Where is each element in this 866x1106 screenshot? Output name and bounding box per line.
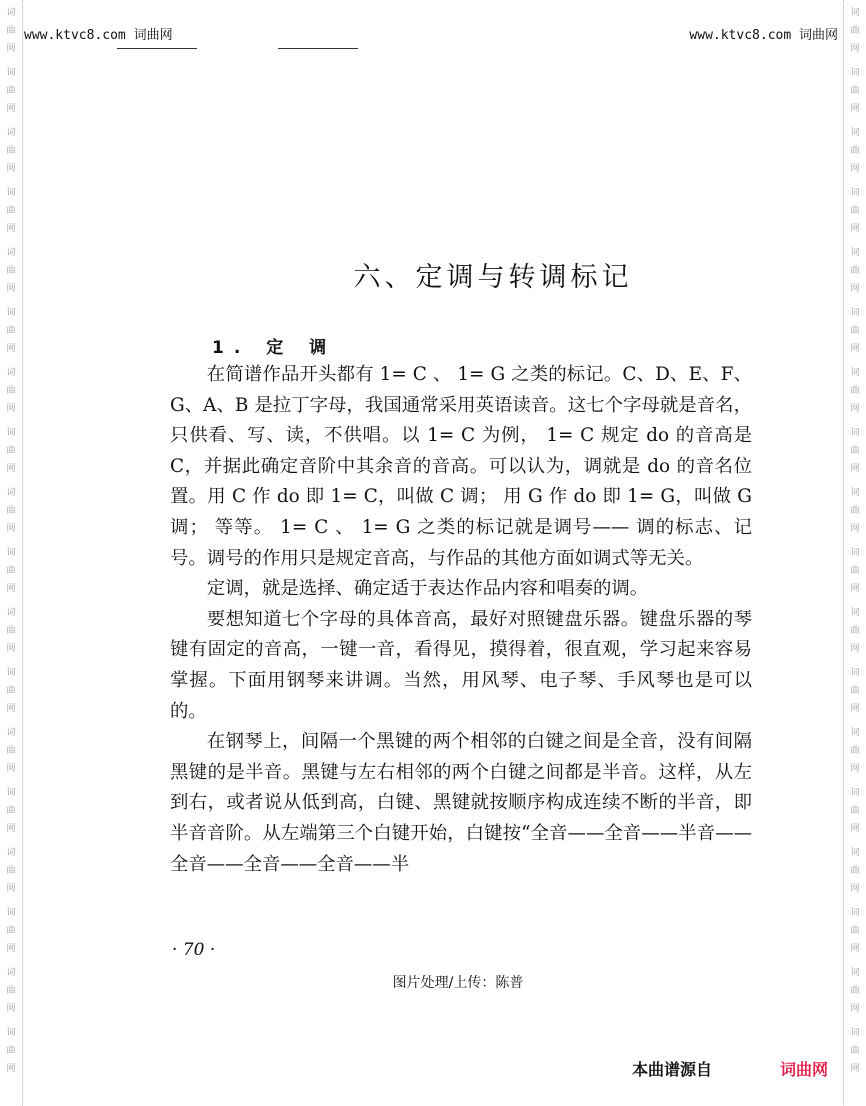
watermark-char: 曲: [6, 26, 16, 36]
watermark-group: [6, 840, 15, 900]
watermark-char: 网: [6, 104, 16, 114]
watermark-char: 曲: [850, 746, 860, 756]
watermark-char: 词: [850, 668, 860, 678]
watermark-char: 词: [850, 248, 860, 258]
watermark-char: 词: [6, 308, 16, 318]
watermark-group: [6, 900, 15, 960]
paragraph: 定调，就是选择、确定适于表达作品内容和唱奏的调。: [206, 578, 649, 600]
watermark-char: 网: [850, 764, 860, 774]
page-number: · 70 ·: [172, 940, 216, 960]
watermark-char: 词: [850, 788, 860, 798]
watermark-group: [6, 1020, 15, 1080]
watermark-char: 网: [850, 824, 860, 834]
watermark-char: 网: [850, 224, 860, 234]
watermark-char: 曲: [850, 326, 860, 336]
watermark-group: [6, 60, 15, 120]
header-rule: [278, 48, 358, 49]
watermark-char: 词: [850, 368, 860, 378]
chapter-title: 六、定调与转调标记: [353, 262, 633, 293]
watermark-group: [850, 420, 859, 480]
watermark-char: 词: [6, 1028, 16, 1038]
watermark-char: 曲: [6, 986, 16, 996]
watermark-char: 词: [850, 308, 860, 318]
watermark-char: 网: [850, 464, 860, 474]
watermark-char: 网: [6, 464, 16, 474]
watermark-group: [850, 0, 859, 60]
watermark-char: 曲: [850, 926, 860, 936]
watermark-char: 曲: [850, 806, 860, 816]
watermark-char: 词: [6, 488, 16, 498]
watermark-char: 曲: [850, 506, 860, 516]
watermark-char: 网: [6, 44, 16, 54]
watermark-group: [6, 720, 15, 780]
watermark-char: 词: [850, 968, 860, 978]
watermark-char: 曲: [850, 206, 860, 216]
watermark-char: 网: [6, 1004, 16, 1014]
watermark-char: 词: [6, 8, 16, 18]
watermark-char: 词: [850, 128, 860, 138]
watermark-char: 网: [850, 44, 860, 54]
watermark-char: 词: [6, 788, 16, 798]
right-watermark-strip: [843, 0, 866, 1106]
watermark-char: 词: [850, 908, 860, 918]
watermark-char: 词: [6, 548, 16, 558]
paragraph: 在简谱作品开头都有 1= C 、 1= G 之类的标记。C、D、E、F、G、A、B 是拉丁字母，我国通常采用英语读音。这七个字母就是音名，只供看、写、读，不供唱。以 1= C 为例， 1= C 规定 do 的音高是 C，并据此确定音阶中其余音的音高。可以认为，调就是 do 的音名位置。用 C 作 do 即 1= C，叫做 C 调； 用 G 作 do 即 1= G，叫做 G 调； 等等。 1= C 、 1= G 之类的标记就是调号—— 调的标志、记号。调号的作用只是规定音高，与作品的其他方面如调式等无关。: [170, 364, 752, 569]
watermark-char: 网: [6, 404, 16, 414]
watermark-char: 网: [850, 884, 860, 894]
body-text: [170, 360, 752, 880]
paragraph: 在钢琴上，间隔一个黑键的两个相邻的白键之间是全音，没有间隔黑键的是半音。黑键与左右相邻的两个白键之间都是半音。这样，从左到右，或者说从低到高，白键、黑键就按顺序构成连续不断的半音，即半音音阶。从左端第三个白键开始，白键按“全音——全音——半音——全音——全音——全音——半: [170, 731, 752, 875]
watermark-char: 曲: [6, 1046, 16, 1056]
watermark-char: 曲: [6, 86, 16, 96]
watermark-group: [850, 120, 859, 180]
paragraph: 要想知道七个字母的具体音高，最好对照键盘乐器。键盘乐器的琴键有固定的音高，一键一音，看得见，摸得着，很直观，学习起来容易掌握。下面用钢琴来讲调。当然，用风琴、电子琴、手风琴也是可以的。: [170, 608, 752, 722]
watermark-group: [850, 480, 859, 540]
watermark-char: 曲: [850, 26, 860, 36]
source-label: 本曲谱源自: [632, 1060, 713, 1079]
watermark-char: 词: [6, 128, 16, 138]
watermark-char: 网: [6, 884, 16, 894]
watermark-char: 网: [850, 104, 860, 114]
watermark-group: [6, 780, 15, 840]
watermark-char: 网: [850, 344, 860, 354]
watermark-group: [850, 300, 859, 360]
watermark-char: 词: [850, 8, 860, 18]
watermark-group: [850, 780, 859, 840]
watermark-char: 网: [850, 404, 860, 414]
watermark-char: 词: [850, 608, 860, 618]
watermark-char: 词: [6, 248, 16, 258]
watermark-group: [6, 480, 15, 540]
watermark-group: [6, 360, 15, 420]
watermark-char: 词: [6, 968, 16, 978]
watermark-group: [6, 180, 15, 240]
watermark-char: 曲: [6, 206, 16, 216]
watermark-char: 网: [850, 704, 860, 714]
watermark-group: [850, 540, 859, 600]
watermark-char: 网: [850, 164, 860, 174]
header-url-right[interactable]: www.ktvc8.com 词曲网: [689, 28, 838, 43]
watermark-char: 词: [6, 728, 16, 738]
watermark-group: [850, 600, 859, 660]
watermark-char: 词: [850, 428, 860, 438]
watermark-char: 曲: [6, 446, 16, 456]
watermark-group: [850, 660, 859, 720]
watermark-char: 曲: [850, 566, 860, 576]
watermark-char: 词: [850, 728, 860, 738]
watermark-char: 网: [850, 1064, 860, 1074]
watermark-char: 曲: [6, 146, 16, 156]
watermark-char: 网: [6, 524, 16, 534]
watermark-char: 曲: [850, 146, 860, 156]
watermark-char: 曲: [6, 686, 16, 696]
watermark-group: [850, 360, 859, 420]
header-url-left[interactable]: www.ktvc8.com 词曲网: [24, 28, 173, 43]
watermark-group: [850, 60, 859, 120]
watermark-char: 曲: [850, 386, 860, 396]
watermark-char: 网: [850, 644, 860, 654]
watermark-group: [6, 540, 15, 600]
watermark-char: 网: [6, 584, 16, 594]
watermark-char: 曲: [850, 266, 860, 276]
watermark-char: 网: [6, 944, 16, 954]
watermark-group: [850, 1020, 859, 1080]
watermark-char: 词: [6, 608, 16, 618]
watermark-group: [6, 300, 15, 360]
watermark-char: 曲: [6, 266, 16, 276]
watermark-group: [6, 600, 15, 660]
watermark-char: 曲: [850, 86, 860, 96]
watermark-char: 词: [850, 68, 860, 78]
watermark-char: 网: [6, 344, 16, 354]
watermark-group: [850, 840, 859, 900]
watermark-char: 词: [6, 368, 16, 378]
watermark-char: 词: [850, 1028, 860, 1038]
upload-credit: 图片处理/上传：陈普: [392, 975, 524, 991]
watermark-char: 网: [850, 284, 860, 294]
watermark-char: 网: [6, 224, 16, 234]
watermark-char: 曲: [850, 446, 860, 456]
watermark-char: 网: [6, 764, 16, 774]
source-link[interactable]: 词曲网: [780, 1060, 829, 1079]
watermark-char: 曲: [850, 1046, 860, 1056]
watermark-char: 词: [6, 188, 16, 198]
watermark-group: [6, 120, 15, 180]
watermark-char: 网: [850, 944, 860, 954]
header-rule: [117, 48, 197, 49]
watermark-char: 曲: [850, 986, 860, 996]
watermark-group: [6, 420, 15, 480]
watermark-char: 曲: [6, 626, 16, 636]
watermark-char: 网: [850, 584, 860, 594]
watermark-char: 曲: [6, 566, 16, 576]
watermark-char: 网: [850, 1004, 860, 1014]
left-watermark-strip: [0, 0, 23, 1106]
watermark-char: 词: [6, 848, 16, 858]
watermark-char: 网: [6, 824, 16, 834]
watermark-char: 网: [850, 524, 860, 534]
watermark-group: [850, 900, 859, 960]
watermark-group: [850, 720, 859, 780]
watermark-char: 词: [850, 188, 860, 198]
watermark-char: 曲: [850, 866, 860, 876]
watermark-char: 网: [6, 284, 16, 294]
watermark-char: 曲: [850, 626, 860, 636]
watermark-char: 词: [850, 548, 860, 558]
watermark-char: 词: [6, 428, 16, 438]
watermark-char: 网: [6, 1064, 16, 1074]
watermark-char: 词: [6, 68, 16, 78]
watermark-group: [6, 660, 15, 720]
watermark-char: 曲: [6, 806, 16, 816]
watermark-char: 网: [6, 644, 16, 654]
watermark-char: 词: [6, 668, 16, 678]
watermark-char: 词: [6, 908, 16, 918]
watermark-char: 曲: [6, 866, 16, 876]
section-heading: 1. 定 调: [212, 338, 337, 358]
watermark-char: 词: [850, 848, 860, 858]
watermark-char: 曲: [6, 326, 16, 336]
watermark-char: 曲: [850, 686, 860, 696]
watermark-char: 网: [6, 164, 16, 174]
watermark-char: 曲: [6, 386, 16, 396]
watermark-char: 曲: [6, 746, 16, 756]
watermark-char: 词: [850, 488, 860, 498]
watermark-char: 曲: [6, 926, 16, 936]
watermark-char: 网: [6, 704, 16, 714]
watermark-group: [850, 180, 859, 240]
watermark-group: [6, 0, 15, 60]
watermark-char: 曲: [6, 506, 16, 516]
